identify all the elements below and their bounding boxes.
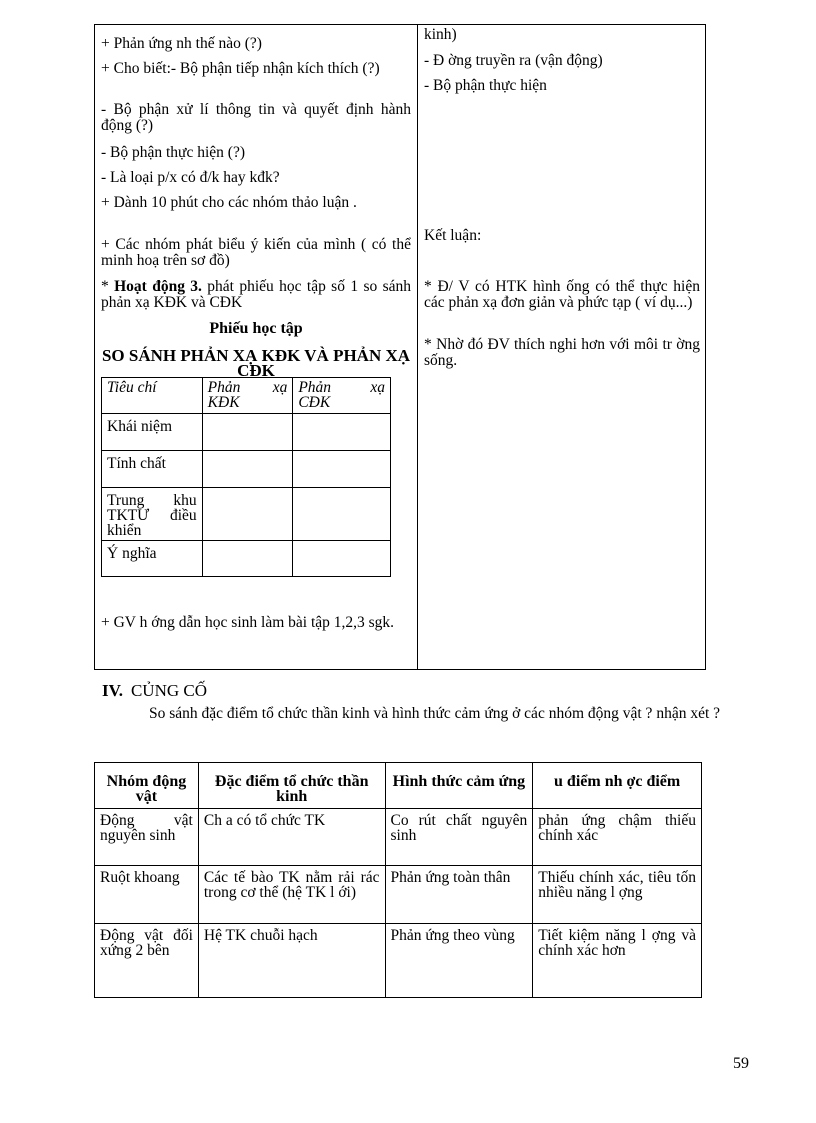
section-title: CỦNG CỐ	[130, 681, 207, 700]
summary-cell: Phản ứng theo vùng	[385, 924, 533, 998]
summary-cell: Động vật đối xứng 2 bên	[95, 924, 199, 998]
summary-cell: Ch a có tổ chức TK	[198, 809, 385, 866]
section-heading	[102, 681, 207, 701]
summary-cell: Ruột khoang	[95, 866, 199, 924]
left-line-discussion: + Dành 10 phút cho các nhóm thảo luận .	[101, 194, 357, 211]
worksheet-row-label: Khái niệm	[102, 414, 203, 451]
activity3-text: phát phiếu học tập số 1 so sánh phản xạ KĐK và CĐK	[101, 278, 411, 311]
worksheet-empty-cell[interactable]	[202, 488, 293, 541]
worksheet-empty-cell[interactable]	[293, 488, 391, 541]
left-line-processor: - Bộ phận xử lí thông tin và quyết định hành động (?)	[101, 101, 411, 134]
worksheet-empty-cell[interactable]	[293, 414, 391, 451]
conclusion-point-2: * Nhờ đó ĐV thích nghi hơn với môi tr ờng sống.	[424, 336, 700, 369]
summary-cell: Co rút chất nguyên sinh	[385, 809, 533, 866]
worksheet-empty-cell[interactable]	[202, 541, 293, 577]
summary-cell: Các tế bào TK nằm rải rác trong cơ thể (hệ TK l ới)	[198, 866, 385, 924]
activity3-bullet: *	[101, 278, 115, 295]
worksheet-row-label: Trung khu TKTƯ điều khiển	[102, 488, 203, 541]
left-line-activity3	[101, 279, 411, 311]
summary-header-cell: Đặc điểm tổ chức thần kinh	[198, 763, 385, 809]
activity3-label: Hoạt động 3.	[114, 278, 202, 295]
worksheet-row-label: Ý nghĩa	[102, 541, 203, 577]
summary-cell: Động vật nguyên sinh	[95, 809, 199, 866]
left-line-receptor: + Cho biết:- Bộ phận tiếp nhận kích thích (?)	[101, 60, 380, 77]
conclusion-label: Kết luận:	[424, 227, 482, 244]
conclusion-point-1: * Đ/ V có HTK hình ống có thể thực hiện các phản xạ đơn giản và phức tạp ( ví dụ...)	[424, 278, 700, 311]
summary-cell: Thiếu chính xác, tiêu tốn nhiều năng l ợng	[533, 866, 702, 924]
summary-header-cell: Nhóm động vật	[95, 763, 199, 809]
worksheet-header-row	[102, 378, 391, 414]
summary-cell: Phản ứng toàn thân	[385, 866, 533, 924]
left-line-reflex-type: - Là loại p/x có đ/k hay kđk?	[101, 169, 280, 186]
worksheet-header-cell: Phản xạ CĐK	[293, 378, 391, 414]
worksheet-heading: SO SÁNH PHẢN XẠ KĐK VÀ PHẢN XẠ CĐK	[101, 346, 411, 380]
summary-table	[94, 762, 702, 998]
section-question: So sánh đặc điểm tổ chức thần kinh và hình thức cảm ứng ở các nhóm động vật ? nhận xét ?	[149, 705, 721, 722]
left-line-exercise: + GV h ớng dẫn học sinh làm bài tập 1,2,3 sgk.	[101, 614, 395, 631]
summary-header-cell: Hình thức cảm ứng	[385, 763, 533, 809]
worksheet-row	[102, 414, 391, 451]
worksheet-table	[101, 377, 391, 577]
summary-row	[95, 866, 702, 924]
worksheet-empty-cell[interactable]	[202, 414, 293, 451]
right-line-efferent: - Đ ờng truyền ra (vận động)	[424, 52, 603, 69]
summary-cell: Hệ TK chuỗi hạch	[198, 924, 385, 998]
left-line-presentation: + Các nhóm phát biểu ý kiến của mình ( có thể minh hoạ trên sơ đồ)	[101, 236, 411, 269]
worksheet-empty-cell[interactable]	[293, 541, 391, 577]
worksheet-empty-cell[interactable]	[293, 451, 391, 488]
summary-row	[95, 924, 702, 998]
summary-header-cell: u điểm nh ợc điểm	[533, 763, 702, 809]
summary-header-row	[95, 763, 702, 809]
summary-cell: Tiết kiệm năng l ợng và chính xác hơn	[533, 924, 702, 998]
summary-row	[95, 809, 702, 866]
worksheet-title: Phiếu học tập	[209, 320, 303, 337]
worksheet-row	[102, 541, 391, 577]
left-line-effector: - Bộ phận thực hiện (?)	[101, 144, 245, 161]
worksheet-header-cell: Tiêu chí	[102, 378, 203, 414]
section-number: IV.	[102, 681, 123, 700]
worksheet-row	[102, 451, 391, 488]
worksheet-row	[102, 488, 391, 541]
summary-cell: phản ứng chậm thiếu chính xác	[533, 809, 702, 866]
worksheet-header-cell: Phản xạ KĐK	[202, 378, 293, 414]
right-line-effector: - Bộ phận thực hiện	[424, 77, 547, 94]
page-number: 59	[733, 1055, 749, 1072]
column-divider	[417, 24, 418, 670]
worksheet-empty-cell[interactable]	[202, 451, 293, 488]
left-line-reaction: + Phản ứng nh thế nào (?)	[101, 35, 262, 52]
right-line-continued: kinh)	[424, 26, 457, 43]
worksheet-row-label: Tính chất	[102, 451, 203, 488]
